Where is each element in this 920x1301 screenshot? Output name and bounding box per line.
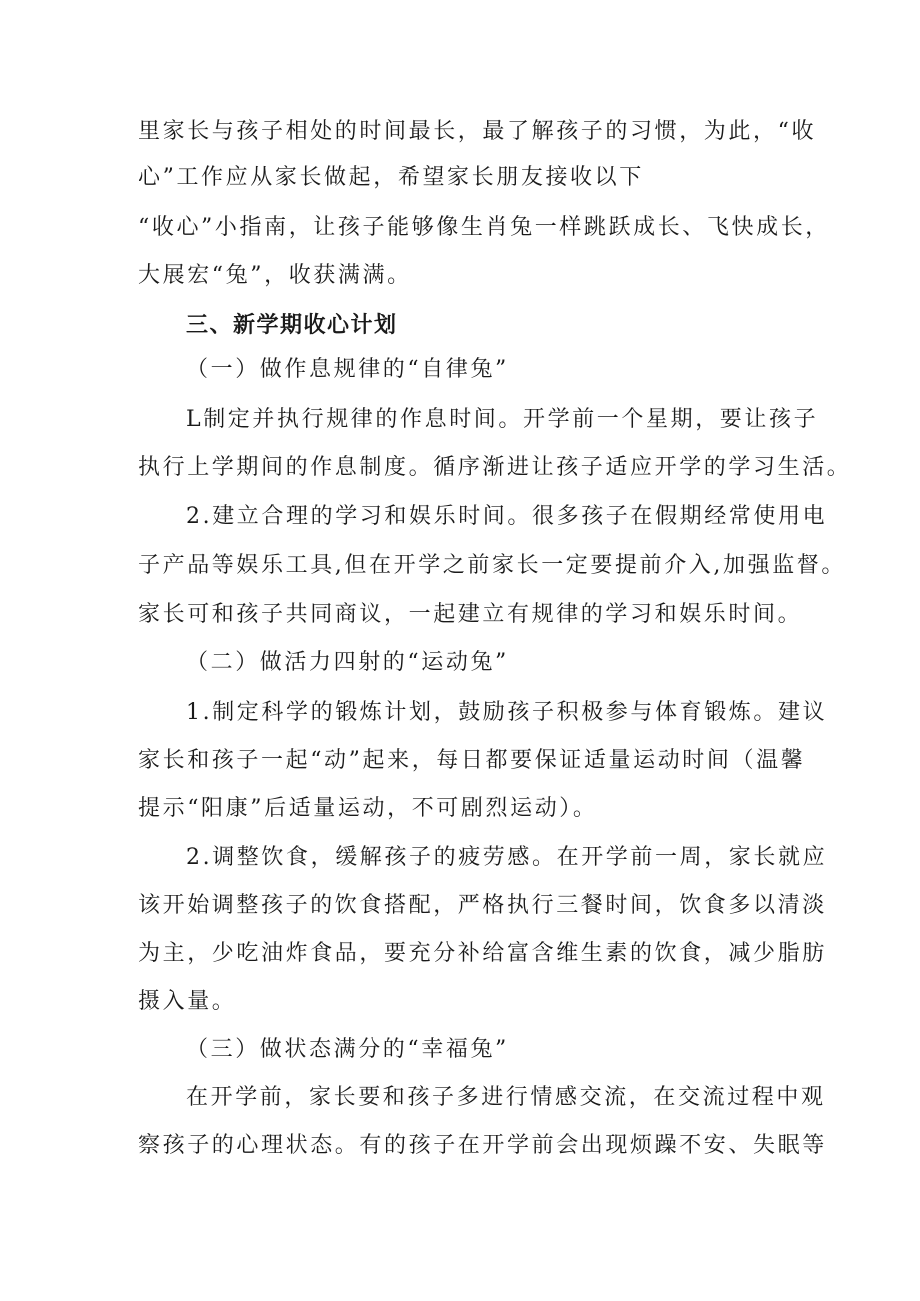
body-text-line: 察孩子的心理状态。有的孩子在开学前会出现烦躁不安、失眠等: [138, 1133, 827, 1158]
body-text-line: 为主，少吃油炸食品，要充分补给富含维生素的饮食，减少脂肪: [138, 941, 827, 966]
subsection-heading: （三）做状态满分的“幸福兔”: [186, 1037, 509, 1062]
body-text-line: 家长和孩子一起“动”起来，每日都要保证适量运动时间（温馨: [138, 748, 806, 773]
body-text-line: 里家长与孩子相处的时间最长，最了解孩子的习惯，为此，“收: [138, 119, 817, 144]
subsection-heading: （二）做活力四射的“运动兔”: [186, 650, 509, 675]
body-text-line: 摄入量。: [138, 989, 237, 1014]
body-text-line: 心”工作应从家长做起，希望家长朋友接收以下: [138, 165, 644, 190]
body-text-line: 执行上学期间的作息制度。循序渐进让孩子适应开学的学习生活。: [138, 455, 852, 480]
body-text-line: 2.建立合理的学习和娱乐时间。很多孩子在假期经常使用电: [186, 504, 828, 529]
body-text-line: 提示“阳康”后适量运动，不可剧烈运动）。: [138, 796, 598, 821]
body-text-line: 家长可和孩子共同商议，一起建立有规律的学习和娱乐时间。: [138, 602, 803, 627]
section-heading: 三、新学期收心计划: [186, 313, 398, 338]
subsection-heading: （一）做作息规律的“自律兔”: [186, 357, 509, 382]
body-text-line: “收心”小指南，让孩子能够像生肖兔一样跳跃成长、飞快成长，: [138, 215, 830, 240]
body-text-line: L制定并执行规律的作息时间。开学前一个星期，要让孩子: [186, 407, 819, 432]
body-text-line: 在开学前，家长要和孩子多进行情感交流，在交流过程中观: [186, 1085, 826, 1110]
body-text-line: 大展宏“兔”，收获满满。: [138, 263, 412, 288]
body-text-line: 该开始调整孩子的饮食搭配，严格执行三餐时间，饮食多以清淡: [138, 893, 827, 918]
body-text-line: 1.制定科学的锻炼计划，鼓励孩子积极参与体育锻炼。建议: [186, 700, 828, 725]
body-text-line: 子产品等娱乐工具,但在开学之前家长一定要提前介入,加强监督。: [138, 553, 846, 578]
body-text-line: 2.调整饮食，缓解孩子的疲劳感。在开学前一周，家长就应: [186, 845, 828, 870]
